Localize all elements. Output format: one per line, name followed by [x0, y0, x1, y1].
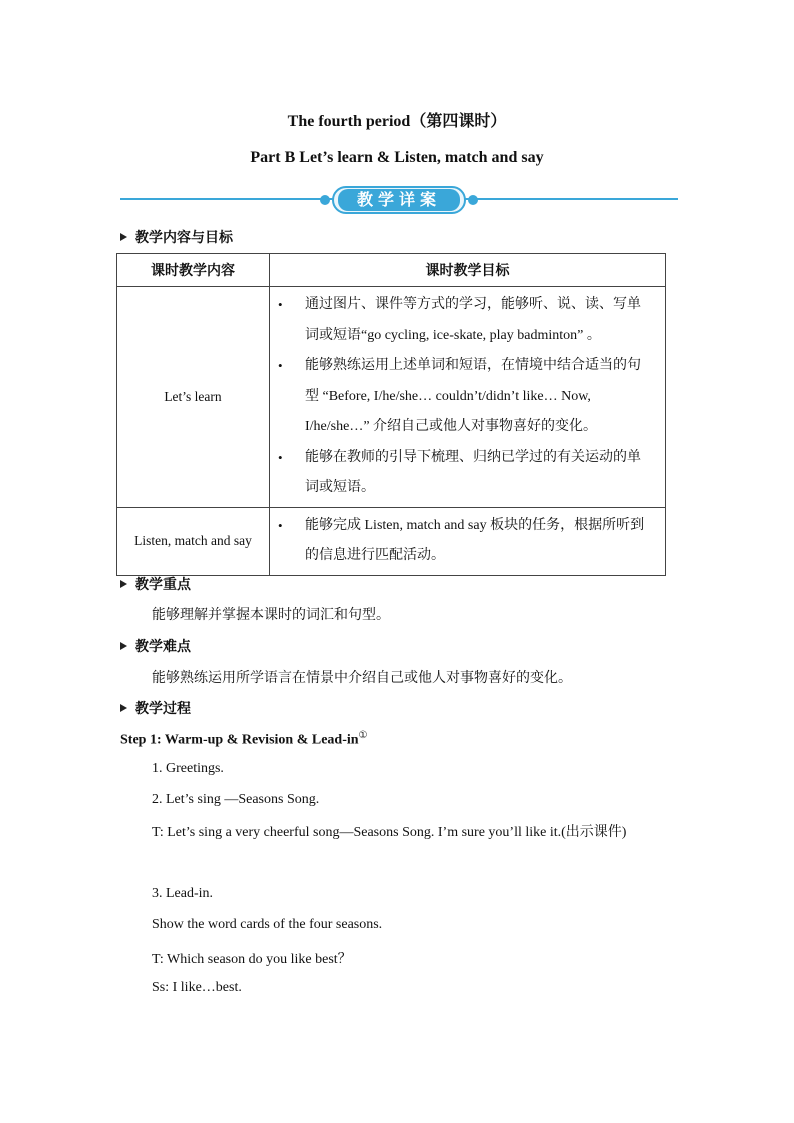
- table-header-cell: 课时教学目标: [270, 254, 666, 287]
- process-line: Show the word cards of the four seasons.: [152, 917, 383, 932]
- banner-dot-icon: [320, 195, 330, 205]
- table-row: [117, 507, 666, 575]
- bullet-icon: •: [278, 449, 283, 465]
- banner-pill: [320, 184, 478, 216]
- table-row: [117, 287, 666, 508]
- process-line: 1. Greetings.: [152, 761, 224, 776]
- goal-text: 能够完成 Listen, match and say 板块的任务，根据所听到的信息进行匹配活动。: [305, 517, 645, 563]
- section-heading-key-points: [120, 574, 191, 594]
- page-title: The fourth period（第四课时）: [287, 113, 507, 130]
- list-item: [271, 351, 652, 443]
- process-line: T: Let’s sing a very cheerful song—Seasons Song. I’m sure you’ll like it.(出示课件): [152, 825, 627, 840]
- bullet-icon: •: [278, 358, 283, 373]
- section-heading-process: [120, 698, 191, 718]
- triangle-right-icon: [120, 642, 127, 650]
- banner-dot-icon: [468, 195, 478, 205]
- step-1-title: Step 1: Warm-up & Revision & Lead-in: [120, 732, 359, 748]
- table-cell-content: Let’s learn: [117, 287, 270, 508]
- footnote-marker: ①: [358, 730, 368, 741]
- triangle-right-icon: [120, 580, 127, 588]
- process-line: 2. Let’s sing —Seasons Song.: [152, 792, 320, 807]
- page-subtitle: Part B Let’s learn & Listen, match and say: [250, 149, 544, 166]
- bullet-icon: •: [278, 517, 283, 533]
- triangle-right-icon: [120, 233, 127, 241]
- table-header-cell: 课时教学内容: [117, 254, 270, 287]
- table-cell-content: Listen, match and say: [117, 507, 270, 575]
- section-heading-content-goals: [120, 227, 233, 247]
- section-heading-label: 教学内容与目标: [135, 230, 233, 246]
- table-header-row: [117, 254, 666, 287]
- goal-text: 通过图片、课件等方式的学习，能够听、说、读、写单词或短语“go cycling, ice-skate, play badminton” 。: [305, 297, 641, 343]
- list-item: [271, 511, 652, 572]
- section-banner: [120, 184, 678, 216]
- section-heading-label: 教学过程: [135, 701, 191, 717]
- step-1-heading: [120, 730, 368, 749]
- section-heading-difficulties: [120, 636, 191, 656]
- key-points-text: 能够理解并掌握本课时的词汇和句型。: [152, 607, 390, 623]
- list-item: [271, 443, 652, 504]
- table-cell-goals: [270, 507, 666, 575]
- difficulties-text: 能够熟练运用所学语言在情景中介绍自己或他人对事物喜好的变化。: [152, 670, 572, 686]
- process-line: 3. Lead-in.: [152, 886, 214, 901]
- bullet-icon: •: [278, 297, 283, 312]
- goal-list: [271, 288, 664, 506]
- goal-list: [271, 509, 664, 574]
- goal-text: 能够在教师的引导下梳理、归纳已学过的有关运动的单词或短语。: [305, 449, 641, 495]
- section-heading-label: 教学重点: [135, 577, 191, 593]
- list-item: [271, 290, 652, 351]
- banner-label: 教学详案: [338, 189, 460, 211]
- triangle-right-icon: [120, 704, 127, 712]
- process-line: T: Which season do you like best？: [152, 952, 352, 967]
- goal-text: 能够熟练运用上述单词和短语，在情境中结合适当的句型 “Before, I/he/she… couldn’t/didn’t like… Now, I/he/she…” 介绍自己或他人对事物喜好的变化。: [305, 358, 641, 434]
- section-heading-label: 教学难点: [135, 639, 191, 655]
- goals-table: [116, 253, 666, 576]
- table-cell-goals: [270, 287, 666, 508]
- process-line: Ss: I like…best.: [152, 980, 242, 995]
